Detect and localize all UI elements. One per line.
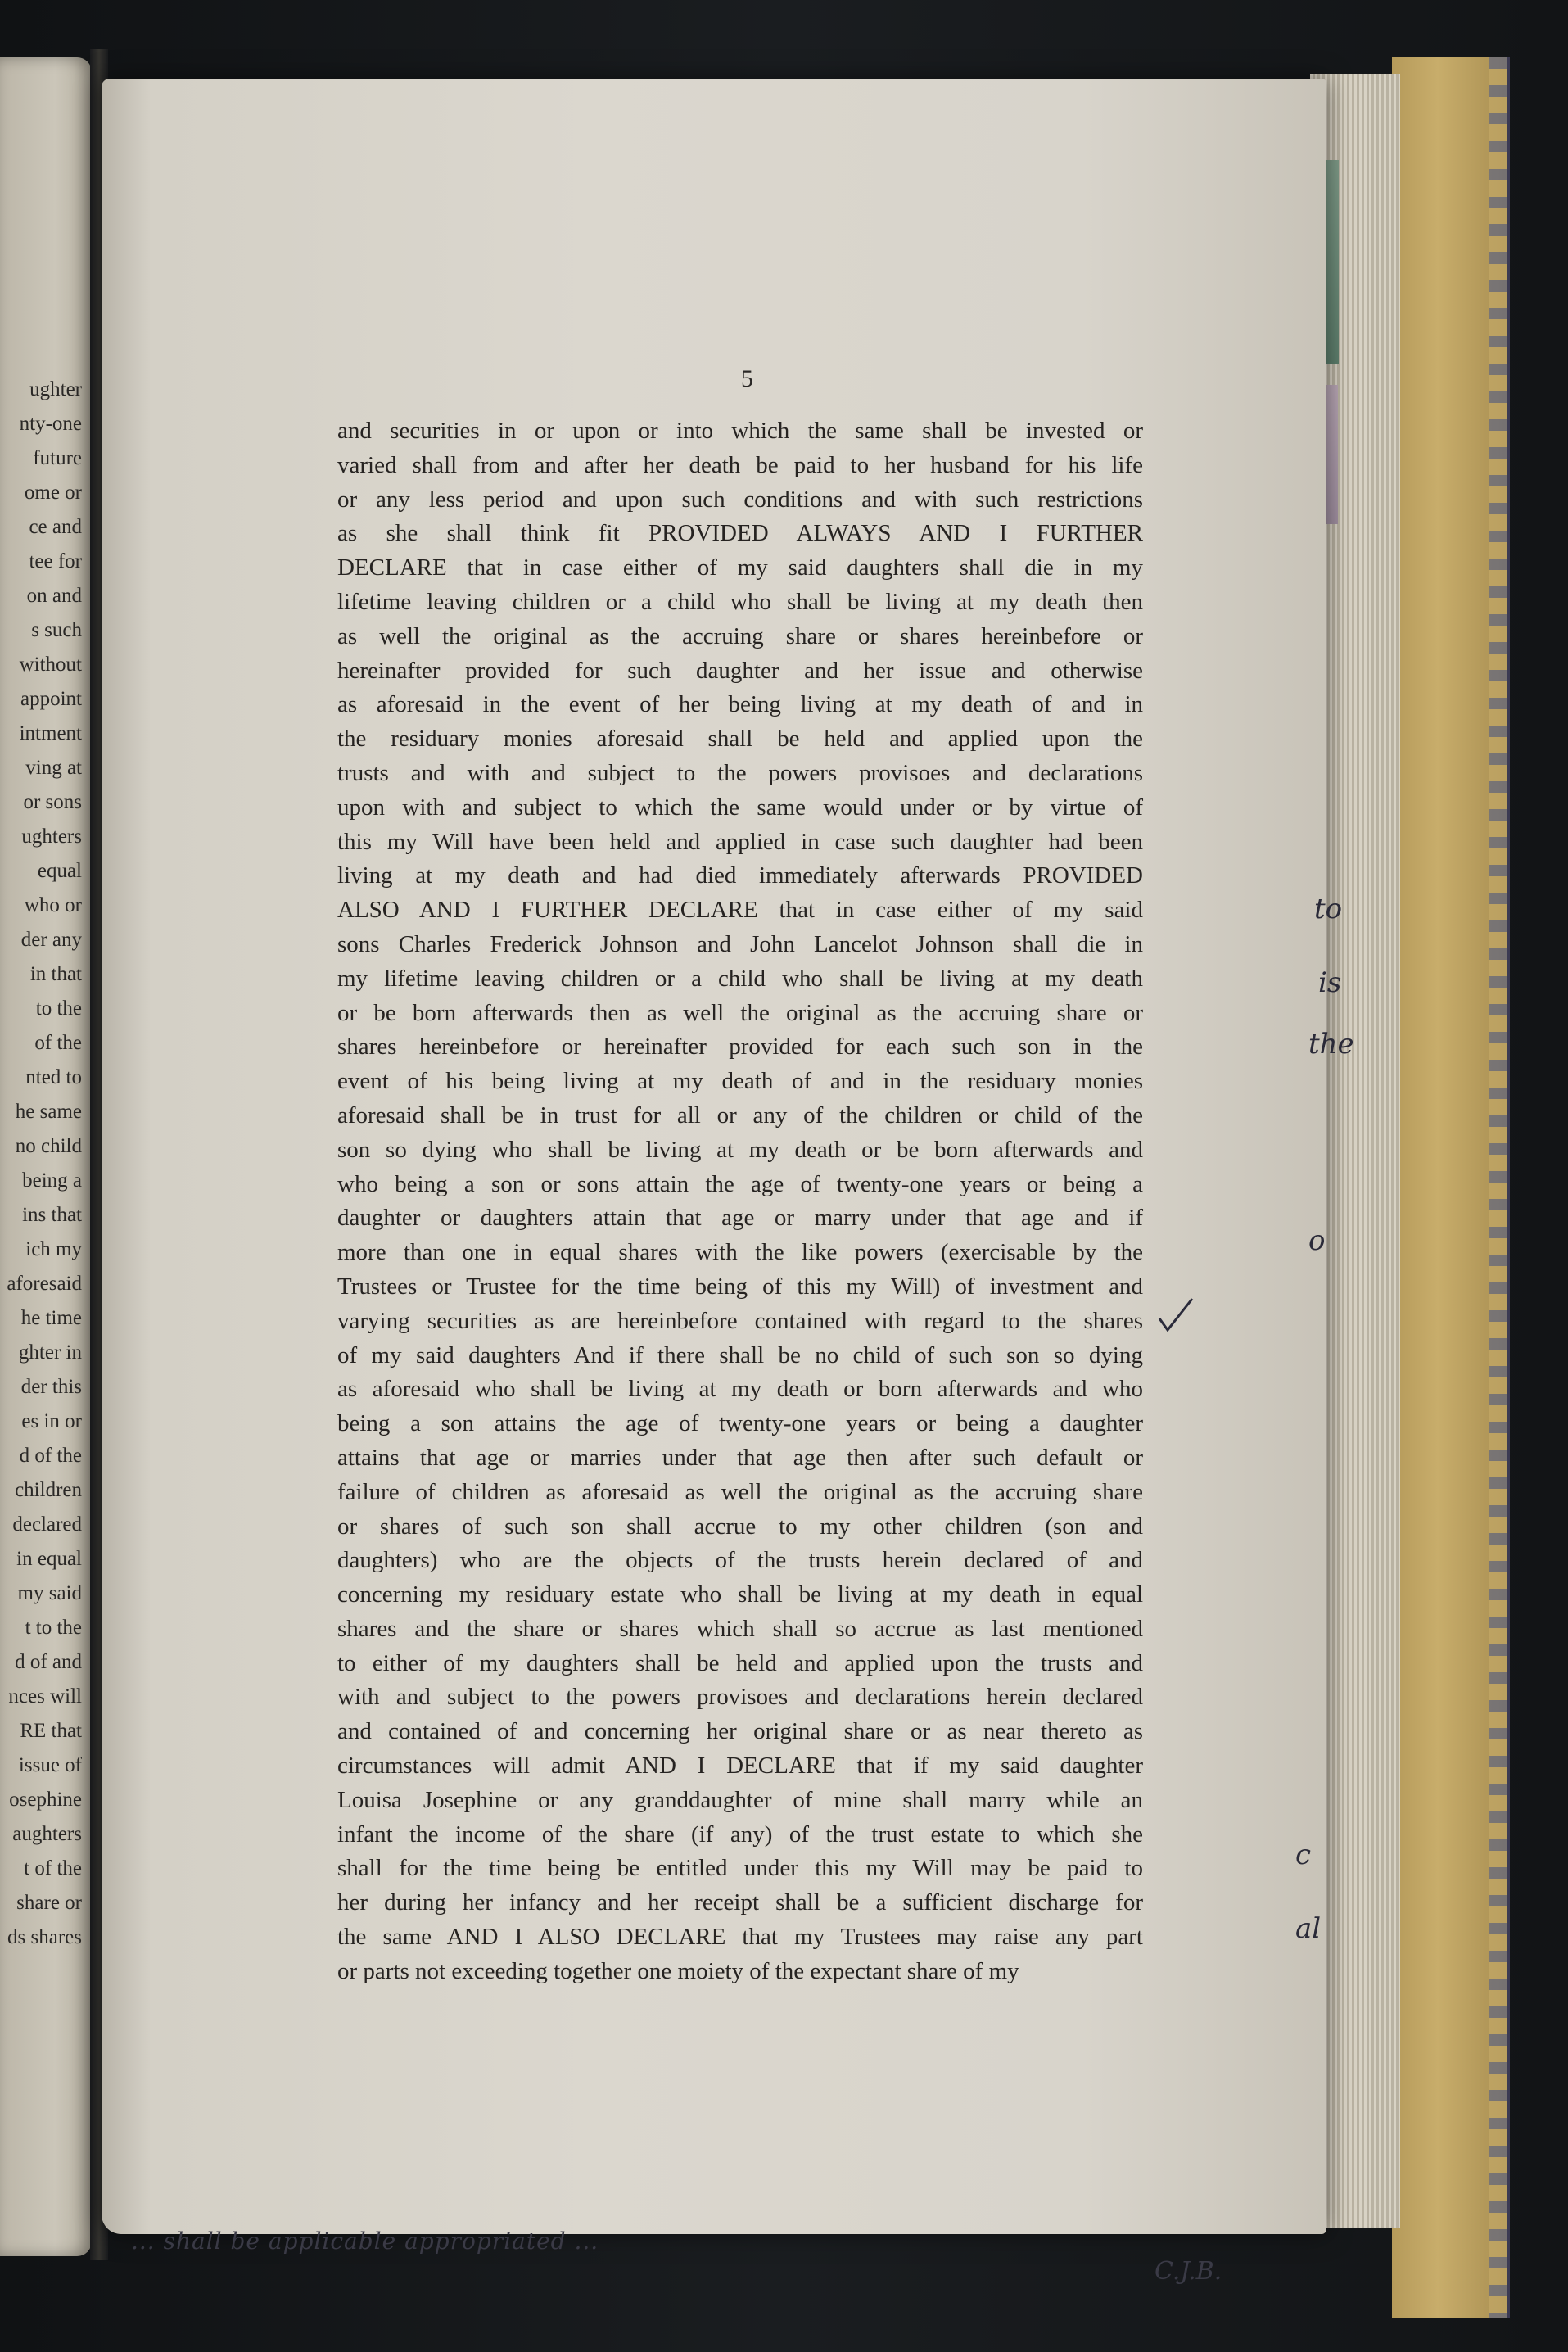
- text-line: as she shall think fit PROVIDED ALWAYS AND I FURTHER: [337, 520, 1143, 547]
- left-page-line: intment: [19, 722, 82, 744]
- left-page-line: d of and: [15, 1651, 82, 1673]
- handwritten-initials: C.J.B.: [1155, 2257, 1222, 2286]
- text-line: Louisa Josephine or any granddaughter of mine shall marry while an: [337, 1786, 1143, 1813]
- text-line: more than one in equal shares with the like powers (exercisable by the: [337, 1239, 1143, 1266]
- text-line: shares and the share or shares which shall so accrue as last mentioned: [337, 1615, 1143, 1642]
- left-page-line: declared: [12, 1513, 82, 1536]
- left-page-line: my said: [17, 1582, 82, 1604]
- text-line: event of his being living at my death of and in the residuary monies: [337, 1068, 1143, 1095]
- left-page-line: ins that: [22, 1204, 82, 1226]
- text-line: to either of my daughters shall be held and applied upon the trusts and: [337, 1649, 1143, 1676]
- text-line: failure of children as aforesaid as well the original as the accruing share: [337, 1478, 1143, 1505]
- left-page-line: der this: [20, 1376, 82, 1398]
- text-line: being a son attains the age of twenty-one years or being a daughter: [337, 1410, 1143, 1437]
- left-page-line: he time: [20, 1307, 82, 1329]
- text-line: daughter or daughters attain that age or marry under that age and if: [337, 1205, 1143, 1232]
- left-page-line: aforesaid: [7, 1273, 82, 1295]
- text-line: my lifetime leaving children or a child who shall be living at my death: [337, 965, 1143, 992]
- text-line: sons Charles Frederick Johnson and John Lancelot Johnson shall die in: [337, 930, 1143, 957]
- left-page-line: ving at: [25, 757, 82, 779]
- text-line: attains that age or marries under that age then after such default or: [337, 1444, 1143, 1471]
- text-line: her during her infancy and her receipt shall be a sufficient discharge for: [337, 1889, 1143, 1916]
- text-line: as aforesaid who shall be living at my death or born afterwards and who: [337, 1376, 1143, 1403]
- text-line: or shares of such son shall accrue to my other children (son and: [337, 1513, 1143, 1540]
- bottom-handwriting: ... shall be applicable appropriated ...: [131, 2228, 599, 2255]
- left-page-line: ughter: [29, 378, 82, 400]
- left-page-line: being a: [22, 1169, 82, 1192]
- left-page-line: in that: [29, 963, 82, 985]
- text-line: upon with and subject to which the same would under or by virtue of: [337, 794, 1143, 821]
- left-page-line: t of the: [24, 1857, 82, 1879]
- text-line: of my said daughters And if there shall be no child of such son so dying: [337, 1341, 1143, 1368]
- left-page-line: appoint: [20, 688, 82, 710]
- left-page-line: ich my: [25, 1238, 82, 1260]
- text-line: or parts not exceeding together one moiety of the expectant share of my: [337, 1957, 1019, 1984]
- left-page-line: ome or: [24, 482, 82, 504]
- left-page-line: equal: [37, 860, 82, 882]
- left-page-line: aughters: [12, 1823, 82, 1845]
- left-page-line: osephine: [9, 1789, 82, 1811]
- left-page-line: nted to: [25, 1066, 82, 1088]
- text-line: and securities in or upon or into which the same shall be invested or: [337, 418, 1143, 444]
- left-page-line: or sons: [23, 791, 82, 813]
- left-page-line: ce and: [29, 516, 82, 538]
- text-line: varying securities as are hereinbefore contained with regard to the shares: [337, 1307, 1143, 1334]
- left-page-line: ds shares: [7, 1926, 82, 1948]
- left-page-line: without: [19, 654, 82, 676]
- left-page-line: on and: [26, 585, 82, 607]
- left-page-line: no child: [15, 1135, 82, 1157]
- left-page-line: t to the: [25, 1617, 82, 1639]
- left-page-line: children: [15, 1479, 82, 1501]
- margin-note: to: [1314, 893, 1343, 925]
- page-number: 5: [741, 365, 753, 392]
- text-line: DECLARE that in case either of my said daughters shall die in my: [337, 554, 1143, 581]
- text-line: hereinafter provided for such daughter and her issue and otherwise: [337, 657, 1143, 684]
- left-page-line: who or: [24, 894, 82, 916]
- text-line: shall for the time being be entitled under this my Will may be paid to: [337, 1855, 1143, 1882]
- text-line: with and subject to the powers provisoes and declarations herein declared: [337, 1684, 1143, 1711]
- left-page-line: share or: [16, 1892, 82, 1914]
- left-page-line: future: [33, 447, 82, 469]
- left-page-line: s such: [31, 619, 82, 641]
- text-line: daughters) who are the objects of the trusts herein declared of and: [337, 1547, 1143, 1574]
- text-line: or be born afterwards then as well the original as the accruing share or: [337, 999, 1143, 1026]
- text-line: and contained of and concerning her original share or as near thereto as: [337, 1718, 1143, 1745]
- text-line: lifetime leaving children or a child who shall be living at my death then: [337, 588, 1143, 615]
- left-facing-page: [0, 57, 92, 2256]
- left-page-line: nces will: [8, 1685, 82, 1707]
- left-page-line: es in or: [21, 1410, 82, 1432]
- text-line: shares hereinbefore or hereinafter provided for each such son in the: [337, 1034, 1143, 1061]
- text-line: infant the income of the share (if any) of the trust estate to which she: [337, 1821, 1143, 1848]
- left-page-line: he same: [15, 1101, 82, 1123]
- text-line: son so dying who shall be living at my death or be born afterwards and: [337, 1136, 1143, 1163]
- margin-note: the: [1308, 1028, 1354, 1061]
- left-page-line: d of the: [19, 1445, 82, 1467]
- left-page-line: to the: [35, 997, 82, 1020]
- text-line: ALSO AND I FURTHER DECLARE that in case either of my said: [337, 897, 1143, 924]
- body-text: [337, 414, 1143, 1989]
- checkmark-icon: [1156, 1294, 1195, 1335]
- text-line: or any less period and upon such conditions and with such restrictions: [337, 486, 1143, 513]
- text-line: as aforesaid in the event of her being living at my death of and in: [337, 691, 1143, 718]
- text-line: trusts and with and subject to the powers provisoes and declarations: [337, 759, 1143, 786]
- margin-note: c: [1295, 1839, 1312, 1871]
- left-page-line: nty-one: [19, 413, 82, 435]
- text-line: the residuary monies aforesaid shall be held and applied upon the: [337, 726, 1143, 753]
- margin-note: is: [1318, 966, 1342, 999]
- left-page-line: ughters: [21, 825, 82, 848]
- margin-note: al: [1295, 1912, 1322, 1945]
- left-page-line: ghter in: [18, 1341, 82, 1364]
- left-page-line: RE that: [20, 1720, 82, 1742]
- text-line: circumstances will admit AND I DECLARE that if my said daughter: [337, 1753, 1143, 1780]
- text-line: Trustees or Trustee for the time being of this my Will) of investment and: [337, 1273, 1143, 1300]
- text-line: aforesaid shall be in trust for all or any of the children or child of the: [337, 1101, 1143, 1129]
- text-line: varied shall from and after her death be paid to her husband for his life: [337, 451, 1143, 478]
- left-page-line: in equal: [16, 1548, 82, 1570]
- left-page-line: der any: [20, 929, 82, 951]
- text-line: who being a son or sons attain the age of twenty-one years or being a: [337, 1170, 1143, 1197]
- text-line: as well the original as the accruing share or shares hereinbefore or: [337, 622, 1143, 649]
- margin-note: o: [1308, 1224, 1326, 1257]
- left-page-text: [0, 373, 92, 1955]
- left-page-line: of the: [34, 1032, 82, 1054]
- left-page-line: tee for: [29, 550, 82, 572]
- text-line: living at my death and had died immediately afterwards PROVIDED: [337, 862, 1143, 889]
- text-line: this my Will have been held and applied in case such daughter had been: [337, 828, 1143, 855]
- left-page-line: issue of: [18, 1754, 82, 1776]
- text-line: the same AND I ALSO DECLARE that my Trustees may raise any part: [337, 1924, 1143, 1951]
- book-cover-edge: [1392, 57, 1510, 2318]
- text-line: concerning my residuary estate who shall be living at my death in equal: [337, 1581, 1143, 1608]
